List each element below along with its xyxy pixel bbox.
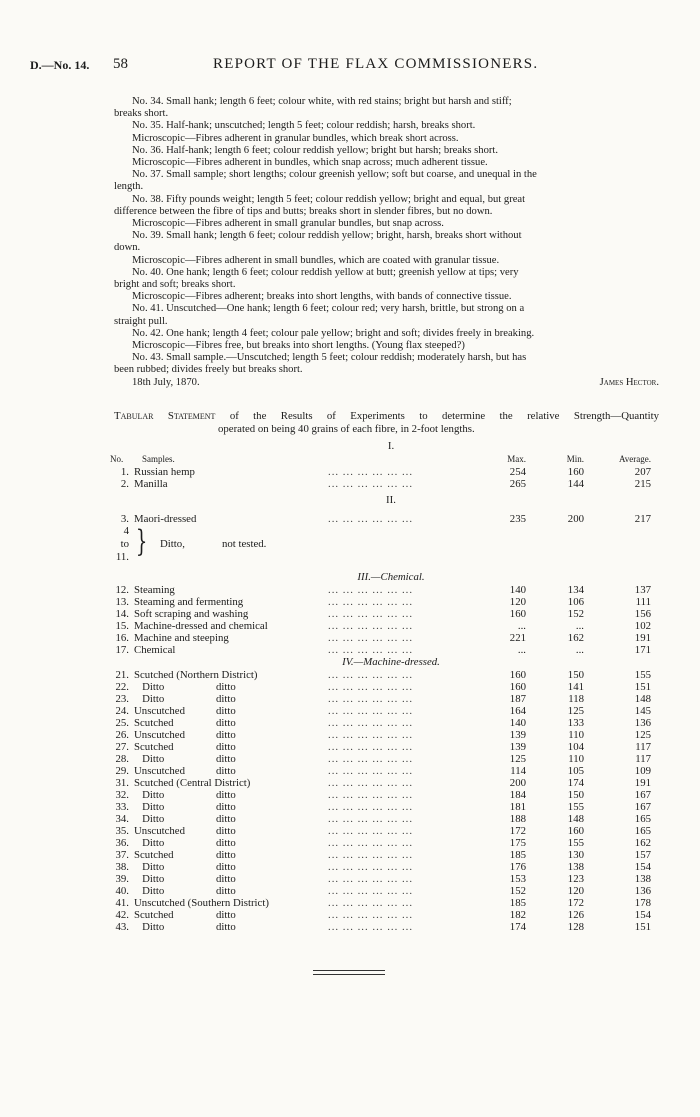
sample-name: Ditto [134, 861, 165, 873]
leader-dots: ... ... ... ... ... ... [328, 596, 414, 608]
note-continuation: been rubbed; divides freely but breaks short. [114, 364, 303, 376]
sample-district: ditto [216, 801, 236, 813]
leader-dots: ... ... ... ... ... ... [328, 873, 414, 885]
brace-note: not tested. [222, 538, 267, 550]
note-line: Microscopic—Fibres adherent; breaks into short lengths, with bands of connective tissue. [132, 291, 512, 303]
sample-district: ditto [216, 717, 236, 729]
min-value: ... [575, 644, 584, 656]
average-value: 151 [634, 921, 651, 933]
row-number: 25. [115, 717, 129, 729]
max-value: 152 [509, 885, 526, 897]
leader-dots: ... ... ... ... ... ... [328, 789, 414, 801]
min-value: 125 [567, 705, 584, 717]
signature-line [114, 377, 659, 389]
table-row [110, 608, 662, 620]
min-value: 152 [567, 608, 584, 620]
max-value: 172 [509, 825, 526, 837]
average-value: 138 [634, 873, 651, 885]
table-row [110, 717, 662, 729]
row-number: 28. [115, 753, 129, 765]
table-title-line-2: operated on being 40 grains of each fibre, in 2-foot lengths. [218, 423, 475, 435]
row-number: 33. [115, 801, 129, 813]
leader-dots: ... ... ... ... ... ... [328, 825, 414, 837]
max-value: 174 [509, 921, 526, 933]
sample-name: Ditto [134, 693, 165, 705]
sample-district: ditto [216, 825, 236, 837]
section-heading: II. [386, 494, 396, 506]
row-number: 12. [115, 584, 129, 596]
leader-dots: ... ... ... ... ... ... [328, 478, 414, 490]
section-heading: IV.—Machine-dressed. [342, 656, 440, 668]
sample-name: Ditto [134, 789, 165, 801]
min-value: 200 [567, 513, 584, 525]
sample-name: Maori-dressed [134, 513, 197, 525]
sample-name: Russian hemp [134, 466, 195, 478]
sample-district: ditto [216, 921, 236, 933]
max-value: 185 [509, 897, 526, 909]
sample-district: ditto [216, 765, 236, 777]
note-continuation: straight pull. [114, 315, 168, 327]
table-row [110, 741, 662, 753]
note-line: No. 40. One hank; length 6 feet; colour reddish yellow at butt; greenish yellow at tips; very [132, 266, 519, 278]
section-heading: I. [387, 440, 395, 452]
average-value: 102 [634, 620, 651, 632]
note-line: No. 34. Small hank; length 6 feet; colour white, with red stains; bright but harsh and stiff; [132, 96, 512, 107]
sample-district: ditto [216, 681, 236, 693]
row-number: 27. [115, 741, 129, 753]
max-value: 120 [509, 596, 526, 608]
leader-dots: ... ... ... ... ... ... [328, 885, 414, 897]
leader-dots: ... ... ... ... ... ... [328, 729, 414, 741]
average-value: 154 [634, 861, 651, 873]
min-value: 105 [567, 765, 584, 777]
row-number: 40. [115, 885, 129, 897]
sample-name: Ditto [134, 681, 165, 693]
note-line: No. 36. Half-hank; length 6 feet; colour reddish yellow; bright but harsh; breaks short. [132, 144, 498, 156]
average-value: 162 [634, 837, 651, 849]
table-row [110, 729, 662, 741]
section-rows [110, 466, 662, 490]
column-header-no: No. [110, 454, 124, 464]
row-number: 34. [115, 813, 129, 825]
min-value: 120 [567, 885, 584, 897]
max-value: 184 [509, 789, 526, 801]
range-start: 4 [123, 525, 129, 537]
table-row [110, 837, 662, 849]
row-number: 13. [115, 596, 129, 608]
average-value: 217 [634, 513, 651, 525]
max-value: 164 [509, 705, 526, 717]
average-value: 171 [634, 644, 651, 656]
row-number: 21. [115, 669, 129, 681]
range-to: to [120, 538, 129, 550]
sample-name: Scutched (Central District) [134, 777, 251, 789]
closing-rule [313, 970, 385, 971]
min-value: 150 [567, 789, 584, 801]
sample-name: Scutched [134, 741, 174, 753]
sample-name: Ditto [134, 837, 165, 849]
average-value: 151 [634, 681, 651, 693]
min-value: 172 [567, 897, 584, 909]
sample-name: Scutched [134, 849, 174, 861]
column-header-average: Average. [618, 454, 651, 464]
max-value: 200 [509, 777, 526, 789]
leader-dots: ... ... ... ... ... ... [328, 717, 414, 729]
average-value: 178 [634, 897, 651, 909]
sample-district: ditto [216, 837, 236, 849]
note-continuation: length. [114, 181, 144, 193]
sample-notes [114, 96, 659, 389]
table-row [110, 632, 662, 644]
sample-district: ditto [216, 873, 236, 885]
min-value: 174 [567, 777, 584, 789]
note-continuation: breaks short. [114, 108, 169, 120]
table-row [110, 801, 662, 813]
row-number: 36. [115, 837, 129, 849]
min-value: 110 [568, 729, 584, 741]
note-line: No. 38. Fifty pounds weight; length 5 feet; colour reddish yellow; bright and equal, but great [132, 193, 526, 205]
sample-name: Scutched [134, 717, 174, 729]
sample-district: ditto [216, 693, 236, 705]
max-value: ... [517, 644, 526, 656]
sample-district: ditto [216, 849, 236, 861]
row-number: 2. [120, 478, 129, 490]
table-row [110, 789, 662, 801]
sample-district: ditto [216, 789, 236, 801]
max-value: 185 [509, 849, 526, 861]
table-row [110, 596, 662, 608]
section-rows [110, 669, 662, 933]
sample-name: Ditto [134, 885, 165, 897]
section-rows [110, 584, 662, 656]
max-value: 140 [509, 717, 526, 729]
row-number: 22. [115, 681, 129, 693]
row-number: 35. [115, 825, 129, 837]
table-row [110, 669, 662, 681]
average-value: 154 [634, 909, 651, 921]
row-number: 3. [120, 513, 129, 525]
leader-dots: ... ... ... ... ... ... [328, 909, 414, 921]
table-title-line-1 [114, 410, 659, 423]
average-value: 109 [634, 765, 651, 777]
leader-dots: ... ... ... ... ... ... [328, 669, 414, 681]
min-value: 141 [567, 681, 584, 693]
row-number: 38. [115, 861, 129, 873]
note-line: No. 41. Unscutched—One hank; length 6 feet; colour red; very harsh, brittle, but strong on a [132, 303, 525, 315]
max-value: 160 [509, 608, 526, 620]
row-number: 32. [115, 789, 129, 801]
table-title-label: Tabular Statement [114, 410, 216, 422]
average-value: 207 [634, 466, 651, 478]
row-number: 16. [115, 632, 129, 644]
table-row [110, 681, 662, 693]
sample-district: ditto [216, 885, 236, 897]
sample-name: Machine and steeping [134, 632, 229, 644]
row-number: 37. [115, 849, 129, 861]
sample-name: Ditto [134, 813, 165, 825]
table-row [110, 849, 662, 861]
note-line: Microscopic—Fibres adherent in small granular bundles, but snap across. [132, 218, 444, 230]
sample-name: Unscutched [134, 825, 185, 837]
row-number: 31. [115, 777, 129, 789]
row-number: 17. [115, 644, 129, 656]
table-row [110, 753, 662, 765]
note-continuation: down. [114, 242, 141, 254]
min-value: 160 [567, 466, 584, 478]
column-header-samples: Samples. [142, 454, 175, 464]
leader-dots: ... ... ... ... ... ... [328, 632, 414, 644]
min-value: 138 [567, 861, 584, 873]
note-continuation: bright and soft; breaks short. [114, 279, 236, 291]
sample-district: ditto [216, 813, 236, 825]
note-line: Microscopic—Fibres adherent in bundles, which snap across; much adherent tissue. [132, 157, 488, 169]
sample-name: Ditto [134, 801, 165, 813]
leader-dots: ... ... ... ... ... ... [328, 705, 414, 717]
sample-name: Unscutched [134, 705, 185, 717]
sample-name: Unscutched [134, 765, 185, 777]
sample-district: ditto [216, 705, 236, 717]
leader-dots: ... ... ... ... ... ... [328, 741, 414, 753]
leader-dots: ... ... ... ... ... ... [328, 608, 414, 620]
row-number: 41. [115, 897, 129, 909]
page-number: 58 [113, 56, 128, 72]
min-value: 104 [567, 741, 584, 753]
table-row [110, 861, 662, 873]
table-title-text: of the Results of Experiments to determine the relative Strength—Quantity [229, 410, 659, 422]
average-value: 165 [634, 825, 651, 837]
signature-name: James Hector. [599, 376, 659, 388]
table-row [110, 909, 662, 921]
table-row [110, 478, 662, 490]
leader-dots: ... ... ... ... ... ... [328, 753, 414, 765]
brace-group [110, 525, 662, 565]
min-value: 134 [567, 584, 584, 596]
average-value: 215 [634, 478, 651, 490]
min-value: 128 [567, 921, 584, 933]
max-value: 160 [509, 681, 526, 693]
row-number: 1. [120, 466, 129, 478]
note-line: Microscopic—Fibres adherent in granular bundles, which break short across. [132, 132, 459, 144]
leader-dots: ... ... ... ... ... ... [328, 466, 414, 478]
min-value: 155 [567, 837, 584, 849]
average-value: 117 [635, 741, 651, 753]
table-row [110, 921, 662, 933]
sample-name: Ditto [134, 921, 165, 933]
leader-dots: ... ... ... ... ... ... [328, 584, 414, 596]
sample-name: Manilla [134, 478, 168, 490]
max-value: 139 [509, 741, 526, 753]
row-number: 42. [115, 909, 129, 921]
min-value: 133 [567, 717, 584, 729]
max-value: ... [517, 620, 526, 632]
min-value: 150 [567, 669, 584, 681]
min-value: 155 [567, 801, 584, 813]
max-value: 125 [509, 753, 526, 765]
note-line: Microscopic—Fibres free, but breaks into short lengths. (Young flax steeped?) [132, 340, 465, 352]
leader-dots: ... ... ... ... ... ... [328, 837, 414, 849]
sample-name: Soft scraping and washing [134, 608, 249, 620]
average-value: 145 [634, 705, 651, 717]
max-value: 187 [509, 693, 526, 705]
table-row [110, 897, 662, 909]
note-line: No. 42. One hank; length 4 feet; colour pale yellow; bright and soft; divides freely in breaking. [132, 327, 535, 339]
leader-dots: ... ... ... ... ... ... [328, 777, 414, 789]
sample-name: Ditto [134, 873, 165, 885]
max-value: 254 [509, 466, 526, 478]
table-row [110, 584, 662, 596]
row-number: 24. [115, 705, 129, 717]
min-value: 123 [567, 873, 584, 885]
row-number: 14. [115, 608, 129, 620]
leader-dots: ... ... ... ... ... ... [328, 765, 414, 777]
average-value: 165 [634, 813, 651, 825]
table-row [110, 885, 662, 897]
table-row [110, 620, 662, 632]
sample-name: Unscutched (Southern District) [134, 897, 269, 909]
table-row [110, 644, 662, 656]
average-value: 125 [634, 729, 651, 741]
average-value: 167 [634, 789, 651, 801]
section-heading: III.—Chemical. [357, 571, 425, 583]
sample-name: Chemical [134, 644, 176, 656]
leader-dots: ... ... ... ... ... ... [328, 681, 414, 693]
average-value: 136 [634, 717, 651, 729]
row-number: 23. [115, 693, 129, 705]
leader-dots: ... ... ... ... ... ... [328, 921, 414, 933]
min-value: 118 [568, 693, 584, 705]
note-line: Microscopic—Fibres adherent in small bundles, which are coated with granular tissue. [132, 254, 500, 266]
leader-dots: ... ... ... ... ... ... [328, 861, 414, 873]
sample-district: ditto [216, 741, 236, 753]
sample-name: Machine-dressed and chemical [134, 620, 268, 632]
max-value: 175 [509, 837, 526, 849]
note-line: No. 39. Small hank; length 6 feet; colour reddish yellow; bright, harsh, breaks short without [132, 230, 522, 242]
note-line: No. 43. Small sample.—Unscutched; length 5 feet; colour reddish; moderately harsh, but has [132, 352, 527, 364]
average-value: 157 [634, 849, 651, 861]
max-value: 160 [509, 669, 526, 681]
leader-dots: ... ... ... ... ... ... [328, 897, 414, 909]
min-value: 144 [567, 478, 584, 490]
max-value: 265 [509, 478, 526, 490]
max-value: 114 [510, 765, 526, 777]
sample-district: ditto [216, 909, 236, 921]
column-header-min: Min. [566, 454, 584, 464]
table-row [110, 693, 662, 705]
leader-dots: ... ... ... ... ... ... [328, 801, 414, 813]
page-header [0, 56, 700, 76]
average-value: 117 [635, 753, 651, 765]
page-title: REPORT OF THE FLAX COMMISSIONERS. [213, 56, 539, 72]
max-value: 182 [509, 909, 526, 921]
min-value: 160 [567, 825, 584, 837]
document-reference: D.—No. 14. [30, 58, 90, 72]
max-value: 221 [509, 632, 526, 644]
section-rows [110, 513, 662, 525]
column-header-max: Max. [507, 454, 526, 464]
row-number: 15. [115, 620, 129, 632]
strength-table [110, 440, 662, 933]
note-continuation: difference between the fibre of tips and butts; breaks short in slender fibres, but no down. [114, 205, 493, 217]
signature-date: 18th July, 1870. [132, 376, 200, 388]
max-value: 176 [509, 861, 526, 873]
min-value: 148 [567, 813, 584, 825]
sample-name: Scutched [134, 909, 174, 921]
min-value: ... [575, 620, 584, 632]
sample-district: ditto [216, 861, 236, 873]
leader-dots: ... ... ... ... ... ... [328, 849, 414, 861]
max-value: 235 [509, 513, 526, 525]
min-value: 110 [568, 753, 584, 765]
table-title [114, 410, 659, 436]
row-number: 29. [115, 765, 129, 777]
average-value: 137 [634, 584, 651, 596]
closing-rule [313, 974, 385, 975]
table-row [110, 813, 662, 825]
range-end: 11. [115, 551, 129, 563]
leader-dots: ... ... ... ... ... ... [328, 644, 414, 656]
leader-dots: ... ... ... ... ... ... [328, 513, 414, 525]
leader-dots: ... ... ... ... ... ... [328, 693, 414, 705]
table-row [110, 765, 662, 777]
average-value: 111 [635, 596, 651, 608]
sample-name: Unscutched [134, 729, 185, 741]
sample-name: Ditto [134, 753, 165, 765]
min-value: 130 [567, 849, 584, 861]
row-number: 26. [115, 729, 129, 741]
sample-name: Scutched (Northern District) [134, 669, 258, 681]
table-row [110, 705, 662, 717]
min-value: 126 [567, 909, 584, 921]
min-value: 106 [567, 596, 584, 608]
sample-name: Steaming and fermenting [134, 596, 244, 608]
average-value: 156 [634, 608, 651, 620]
row-number: 39. [115, 873, 129, 885]
average-value: 136 [634, 885, 651, 897]
leader-dots: ... ... ... ... ... ... [328, 620, 414, 632]
table-row [110, 825, 662, 837]
max-value: 139 [509, 729, 526, 741]
sample-district: ditto [216, 753, 236, 765]
average-value: 191 [634, 777, 651, 789]
sample-name: Steaming [134, 584, 175, 596]
note-line: No. 37. Small sample; short lengths; colour greenish yellow; soft but coarse, and unequal in the [132, 169, 537, 181]
table-row [110, 777, 662, 789]
average-value: 148 [634, 693, 651, 705]
max-value: 153 [509, 873, 526, 885]
average-value: 155 [634, 669, 651, 681]
min-value: 162 [567, 632, 584, 644]
table-row [110, 873, 662, 885]
max-value: 181 [509, 801, 526, 813]
brace-label: Ditto, [160, 538, 185, 550]
sample-district: ditto [216, 729, 236, 741]
average-value: 191 [634, 632, 651, 644]
column-headers [110, 453, 662, 466]
average-value: 167 [634, 801, 651, 813]
max-value: 188 [509, 813, 526, 825]
table-row [110, 513, 662, 525]
row-number: 43. [115, 921, 129, 933]
brace-icon: } [135, 524, 148, 559]
max-value: 140 [509, 584, 526, 596]
note-line: No. 35. Half-hank; unscutched; length 5 feet; colour reddish; harsh, breaks short. [132, 120, 476, 132]
leader-dots: ... ... ... ... ... ... [328, 813, 414, 825]
table-row [110, 466, 662, 478]
